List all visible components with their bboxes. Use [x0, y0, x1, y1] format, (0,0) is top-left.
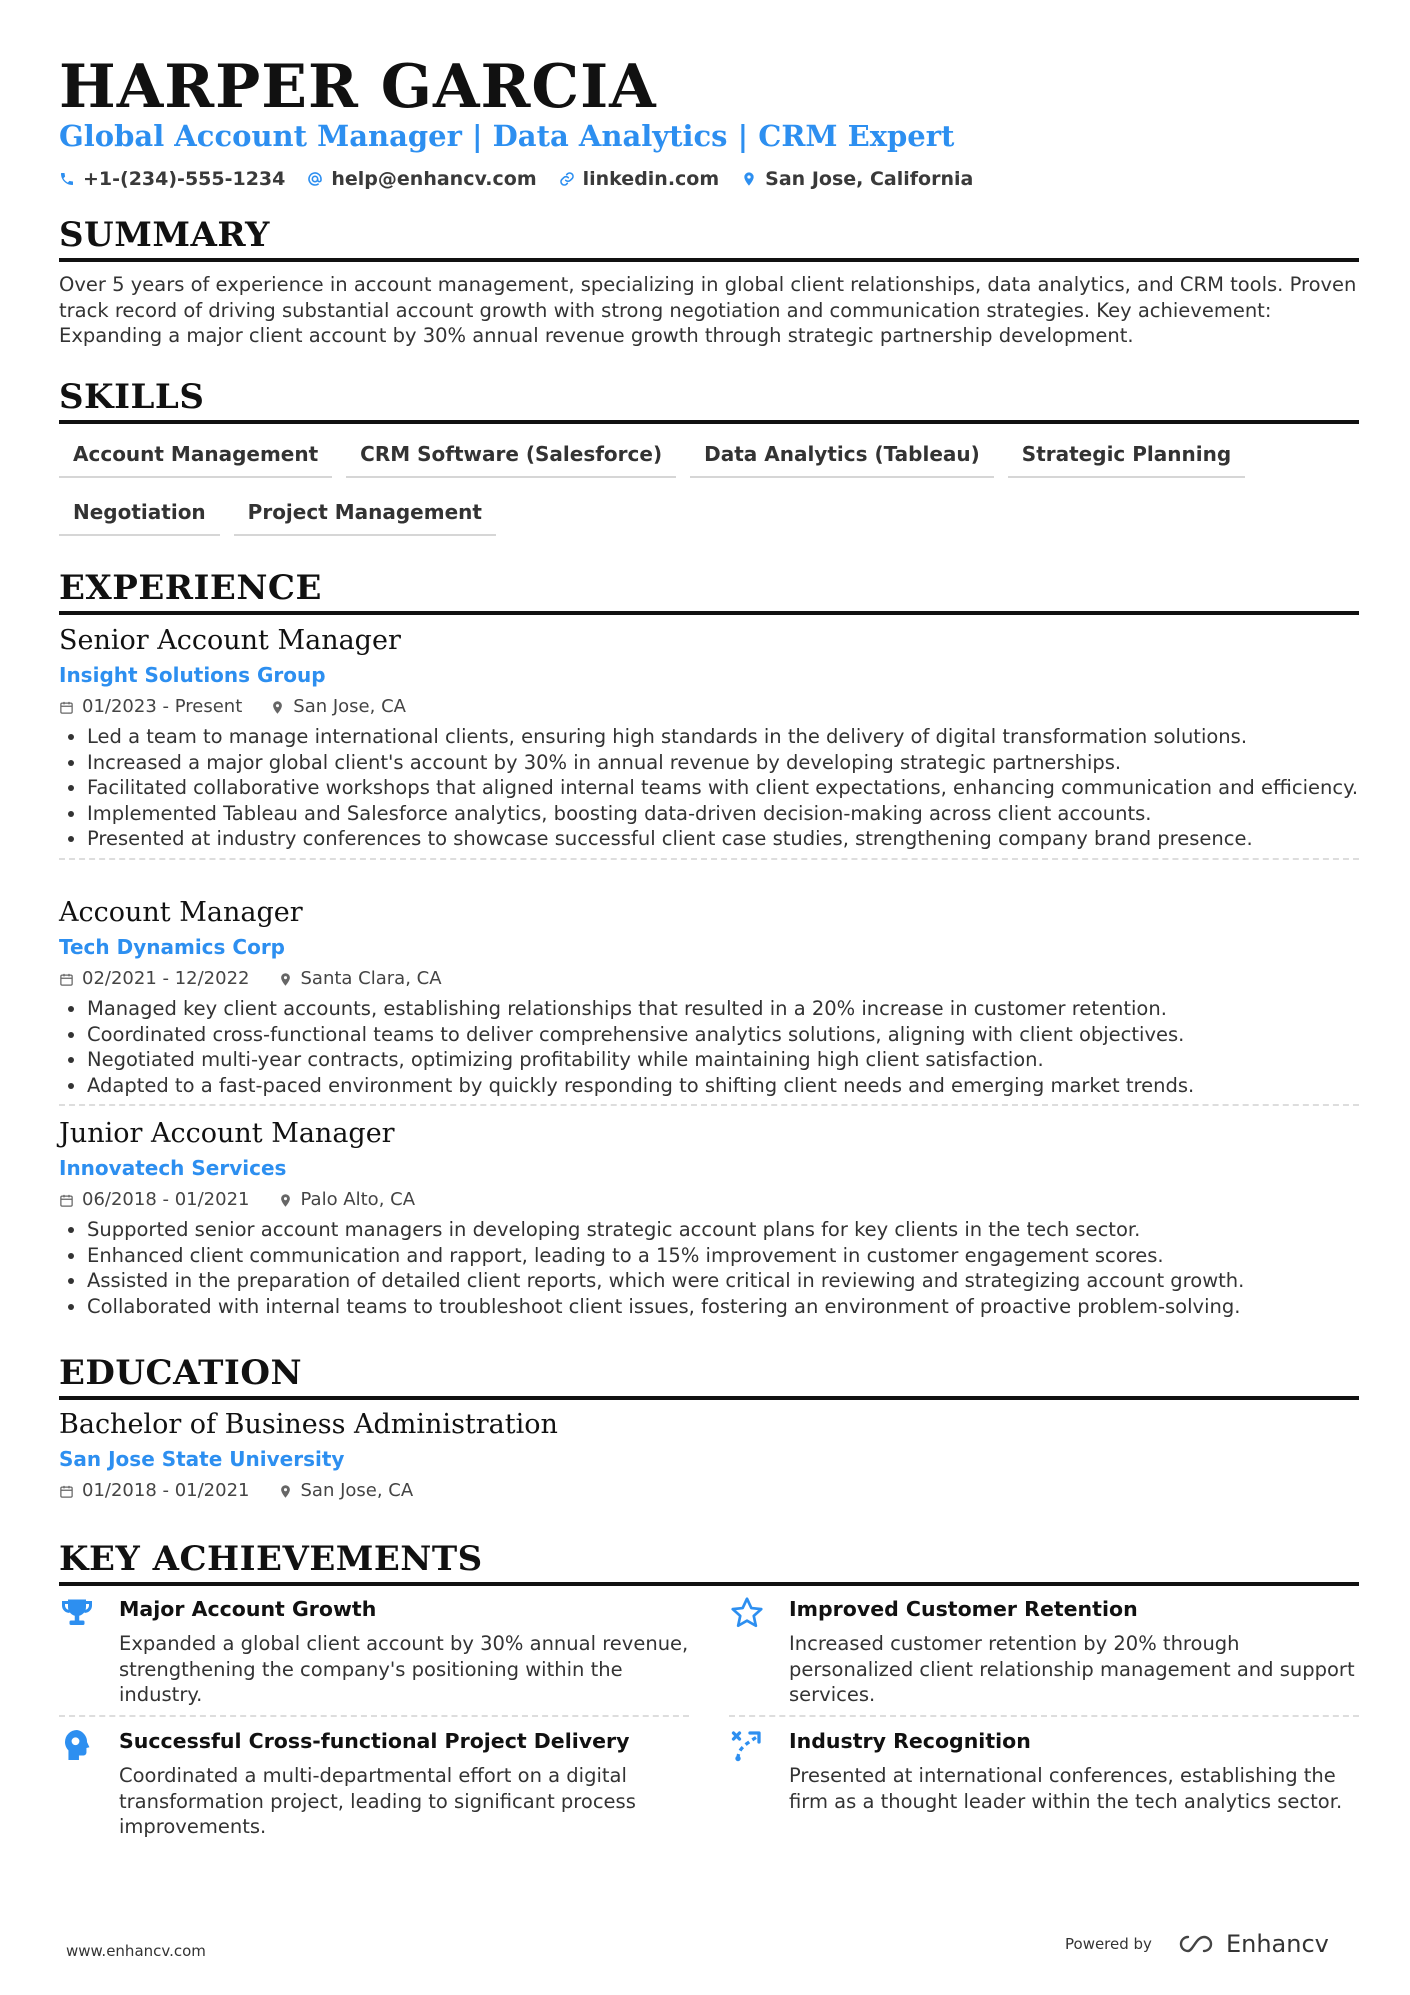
divider [59, 1104, 1359, 1106]
achievement-title: Improved Customer Retention [789, 1597, 1138, 1621]
list-item: • Coordinated cross-functional teams to deliver comprehensive analytics solutions, aligning with client objectives. [87, 1022, 1359, 1048]
contact-email[interactable] [307, 168, 536, 190]
link-icon [559, 171, 575, 187]
achievement-desc: Coordinated a multi-departmental effort on a digital transformation project, leading to significant process improvements. [119, 1764, 636, 1838]
phone-text: +1-(234)-555-1234 [83, 168, 286, 190]
list-item: • Increased a major global client's account by 30% in annual revenue by developing strategic partnerships. [87, 750, 1359, 776]
education-meta [59, 1479, 1359, 1503]
calendar-icon [59, 700, 74, 715]
location-icon [278, 1484, 293, 1499]
experience-heading: EXPERIENCE [59, 567, 1359, 615]
list-item: • Led a team to manage international clients, ensuring high standards in the delivery of digital transformation solutions. [87, 724, 1359, 750]
skill-tag: Project Management [234, 496, 496, 536]
company-name[interactable]: Tech Dynamics Corp [59, 935, 285, 959]
footer-branding [1065, 1930, 1329, 1958]
enhancv-logo-icon [1174, 1933, 1218, 1955]
list-item: • Managed key client accounts, establishing relationships that resulted in a 20% increase in customer retention. [87, 996, 1359, 1022]
email-text: help@enhancv.com [331, 168, 537, 190]
skills-heading: SKILLS [59, 376, 1359, 424]
location-icon [278, 972, 293, 987]
calendar-icon [59, 972, 74, 987]
list-item: • Enhanced client communication and rapport, leading to a 15% improvement in customer engagement scores. [87, 1243, 1359, 1269]
skill-tag: CRM Software (Salesforce) [346, 438, 676, 478]
head-brain-icon [59, 1727, 95, 1763]
school-name[interactable]: San Jose State University [59, 1447, 345, 1471]
skill-tag: Data Analytics (Tableau) [690, 438, 994, 478]
education-location: San Jose, CA [300, 1480, 414, 1501]
location-icon [741, 171, 757, 187]
calendar-icon [59, 1193, 74, 1208]
list-item: • Implemented Tableau and Salesforce analytics, boosting data-driven decision-making across client accounts. [87, 801, 1359, 827]
job-meta [59, 967, 1359, 991]
brand-logo[interactable] [1174, 1930, 1329, 1958]
job-meta [59, 695, 1359, 719]
brand-name: Enhancv [1225, 1930, 1329, 1958]
calendar-icon [59, 1484, 74, 1499]
company-name[interactable]: Innovatech Services [59, 1156, 287, 1180]
list-item: • Presented at industry conferences to showcase successful client case studies, strengthening company brand presence. [87, 826, 1359, 852]
list-item: • Assisted in the preparation of detailed client reports, which were critical in reviewing and strategizing account growth. [87, 1268, 1359, 1294]
job-dates: 01/2023 - Present [82, 696, 243, 717]
job-bullets [59, 724, 1359, 852]
achievement-desc: Expanded a global client account by 30% annual revenue, strengthening the company's positioning within the industry. [119, 1632, 689, 1706]
list-item: • Facilitated collaborative workshops that aligned internal teams with client expectations, enhancing communication and efficiency. [87, 775, 1359, 801]
job-dates: 02/2021 - 12/2022 [82, 968, 250, 989]
list-item: • Negotiated multi-year contracts, optimizing profitability while maintaining high client satisfaction. [87, 1047, 1359, 1073]
achievement-desc: Increased customer retention by 20% through personalized client relationship management and support services. [789, 1632, 1355, 1706]
list-item: • Adapted to a fast-paced environment by quickly responding to shifting client needs and emerging market trends. [87, 1073, 1359, 1099]
education-heading: EDUCATION [59, 1352, 1359, 1400]
contact-location [741, 168, 973, 190]
job-location: San Jose, CA [293, 696, 406, 717]
star-icon [729, 1595, 765, 1631]
skill-tag: Strategic Planning [1008, 438, 1245, 478]
headline: Global Account Manager | Data Analytics | CRM Expert [59, 119, 955, 153]
list-item: • Collaborated with internal teams to troubleshoot client issues, fostering an environment of proactive problem-solving. [87, 1294, 1359, 1320]
achievements-heading: KEY ACHIEVEMENTS [59, 1538, 1359, 1586]
job-entry [59, 624, 1359, 860]
job-dates: 06/2018 - 01/2021 [82, 1189, 250, 1210]
job-meta [59, 1188, 1359, 1212]
powered-by-label: Powered by [1065, 1935, 1152, 1953]
job-location: Palo Alto, CA [300, 1189, 416, 1210]
location-text: San Jose, California [765, 168, 974, 190]
strategy-icon [729, 1727, 765, 1763]
summary-heading: SUMMARY [59, 214, 1359, 262]
at-icon [307, 171, 323, 187]
job-location: Santa Clara, CA [300, 968, 442, 989]
divider [729, 1715, 1359, 1717]
divider [59, 1715, 689, 1717]
job-title: Junior Account Manager [59, 1118, 395, 1149]
job-title: Senior Account Manager [59, 625, 401, 656]
achievement-title: Successful Cross-functional Project Delivery [119, 1729, 630, 1753]
divider [59, 858, 1359, 860]
trophy-icon [59, 1595, 95, 1631]
contact-linkedin[interactable] [559, 168, 720, 190]
job-entry [59, 1117, 1359, 1319]
job-bullets [59, 996, 1359, 1098]
skills-list [59, 438, 1359, 554]
location-icon [270, 700, 285, 715]
skill-tag: Negotiation [59, 496, 220, 536]
contact-bar [59, 168, 973, 190]
education-dates: 01/2018 - 01/2021 [82, 1480, 250, 1501]
linkedin-text: linkedin.com [582, 168, 720, 190]
phone-icon [59, 171, 75, 187]
achievement-title: Industry Recognition [789, 1729, 1031, 1753]
company-name[interactable]: Insight Solutions Group [59, 663, 326, 687]
job-title: Account Manager [59, 897, 303, 928]
contact-phone[interactable] [59, 168, 285, 190]
achievement-title: Major Account Growth [119, 1597, 377, 1621]
education-entry [59, 1408, 1359, 1503]
achievement-desc: Presented at international conferences, establishing the firm as a thought leader within the tech analytics sector. [789, 1764, 1343, 1813]
job-bullets [59, 1217, 1359, 1319]
footer-website[interactable]: www.enhancv.com [66, 1942, 206, 1960]
job-entry [59, 896, 1359, 1106]
summary-text: Over 5 years of experience in account management, specializing in global client relationships, data analytics, and CRM tools. Proven track record of driving substantial account growth with strong negotiation and communication strategies. Key achievement: Expanding a major client account by 30% annual revenue growth through strategic partnership development. [59, 273, 1357, 347]
list-item: • Supported senior account managers in developing strategic account plans for key clients in the tech sector. [87, 1217, 1359, 1243]
location-icon [278, 1193, 293, 1208]
degree-title: Bachelor of Business Administration [59, 1409, 558, 1440]
skill-tag: Account Management [59, 438, 332, 478]
candidate-name: HARPER GARCIA [59, 52, 657, 122]
